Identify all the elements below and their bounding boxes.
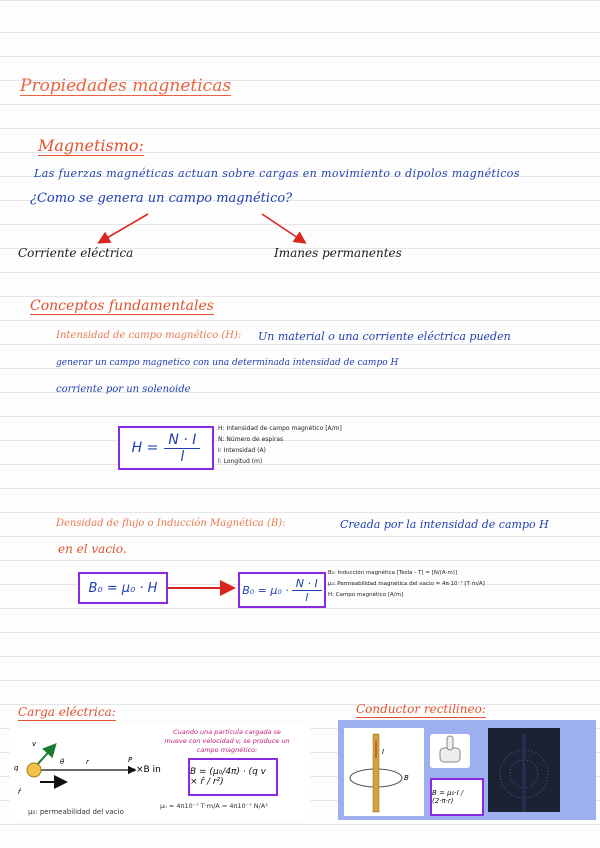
label-theta: θ bbox=[60, 758, 65, 766]
conductor-panel bbox=[338, 720, 596, 820]
legend-H-item: H: Intensidad de campo magnético [A/m] bbox=[218, 425, 342, 432]
carga-formula: B = (μ₀/4π) · (q v × r̂ / r²) bbox=[190, 767, 266, 787]
legend-B-item: μ₀: Permeabilidad magnética del vacio = 4π·10⁻⁷ [T·m/A] bbox=[328, 581, 485, 587]
formula-H-fraction bbox=[164, 432, 200, 465]
legend-B-item: B₀: Inducción magnética [Tesla - T] = [N/(A·m)] bbox=[328, 570, 457, 576]
legend-H-item: l: Longitud (m) bbox=[218, 458, 263, 465]
formula-B0-full-den: l bbox=[305, 590, 309, 604]
conductor-heading: Conductor rectilineo: bbox=[356, 702, 486, 716]
formula-H-box bbox=[118, 426, 214, 470]
label-v: v bbox=[32, 740, 37, 748]
conductor-formula: B = μ₀·I / (2·π·r) bbox=[432, 789, 464, 805]
densidad-line1: Creada por la intensidad de campo H bbox=[340, 518, 549, 531]
formula-B0-box bbox=[78, 572, 168, 604]
branch-left: Corriente eléctrica bbox=[18, 246, 134, 260]
densidad-line2: en el vacio. bbox=[58, 542, 127, 556]
magnetismo-line2: ¿Como se genera un campo magnético? bbox=[30, 191, 293, 206]
conceptos-heading: Conceptos fundamentales bbox=[30, 298, 214, 314]
page-title: Propiedades magneticas bbox=[20, 76, 232, 96]
carga-caption: Cuando una partícula cargada se mueve con velocidad v, se produce un campo magnético: bbox=[164, 728, 290, 754]
intensidad-line1: Un material o una corriente eléctrica pueden bbox=[258, 330, 511, 343]
right-hand-rule-icon bbox=[430, 734, 470, 768]
label-B: B bbox=[404, 774, 409, 782]
densidad-label: Densidad de flujo o Inducción Magnética (B): bbox=[56, 518, 286, 529]
arrow-left bbox=[100, 214, 148, 242]
label-B-in: ×B in bbox=[136, 765, 161, 775]
label-P: P bbox=[128, 756, 133, 764]
mu0-note: μ₀: permeabilidad del vacio bbox=[28, 808, 124, 816]
label-r: r bbox=[86, 758, 89, 766]
formula-H-num: N · I bbox=[164, 432, 200, 449]
formula-B0-full-box bbox=[238, 572, 326, 608]
intensidad-line2: generar un campo magnetico con una determinada intensidad de campo H bbox=[56, 358, 399, 368]
charge-particle bbox=[27, 763, 41, 777]
wire-illustration bbox=[344, 728, 424, 816]
carga-panel bbox=[10, 724, 310, 820]
legend-B bbox=[328, 568, 485, 601]
label-I: I bbox=[382, 748, 385, 756]
magnetismo-heading: Magnetismo: bbox=[38, 136, 144, 155]
intensidad-label: Intensidad de campo magnético (H): bbox=[56, 330, 242, 341]
legend-B-item: H: Campo magnético [A/m] bbox=[328, 592, 404, 598]
conductor-formula-box bbox=[430, 778, 484, 816]
label-rhat: r̂ bbox=[18, 788, 21, 796]
formula-H-lhs: H = bbox=[131, 440, 159, 456]
arrow-right bbox=[262, 214, 304, 242]
v-vector bbox=[36, 746, 54, 766]
legend-H-item: N: Número de espiras bbox=[218, 436, 284, 443]
formula-B0-full-num: N · I bbox=[292, 577, 322, 591]
carga-formula-box bbox=[188, 758, 278, 796]
formula-B0: B₀ = μ₀ · H bbox=[88, 580, 158, 596]
legend-H bbox=[218, 423, 342, 467]
formula-H-den: l bbox=[180, 448, 185, 465]
intensidad-line3: corriente por un solenoide bbox=[56, 384, 191, 395]
carga-heading: Carga eléctrica: bbox=[18, 705, 116, 719]
branch-right: Imanes permanentes bbox=[274, 246, 402, 260]
label-q: q bbox=[14, 764, 19, 772]
formula-B0-full-fraction bbox=[292, 577, 322, 604]
formula-B0-full-lhs: B₀ = μ₀ · bbox=[242, 583, 289, 597]
wire-svg bbox=[344, 728, 424, 816]
mu0-value: μ₀ = 4π10⁻⁷ T·m/A = 4π10⁻⁷ N/A² bbox=[160, 802, 268, 810]
legend-H-item: I: Intensidad (A) bbox=[218, 447, 266, 454]
iron-filings-photo bbox=[488, 728, 560, 812]
magnetismo-line1: Las fuerzas magnéticas actuan sobre cargas en movimiento o dipolos magnéticos bbox=[34, 167, 520, 180]
